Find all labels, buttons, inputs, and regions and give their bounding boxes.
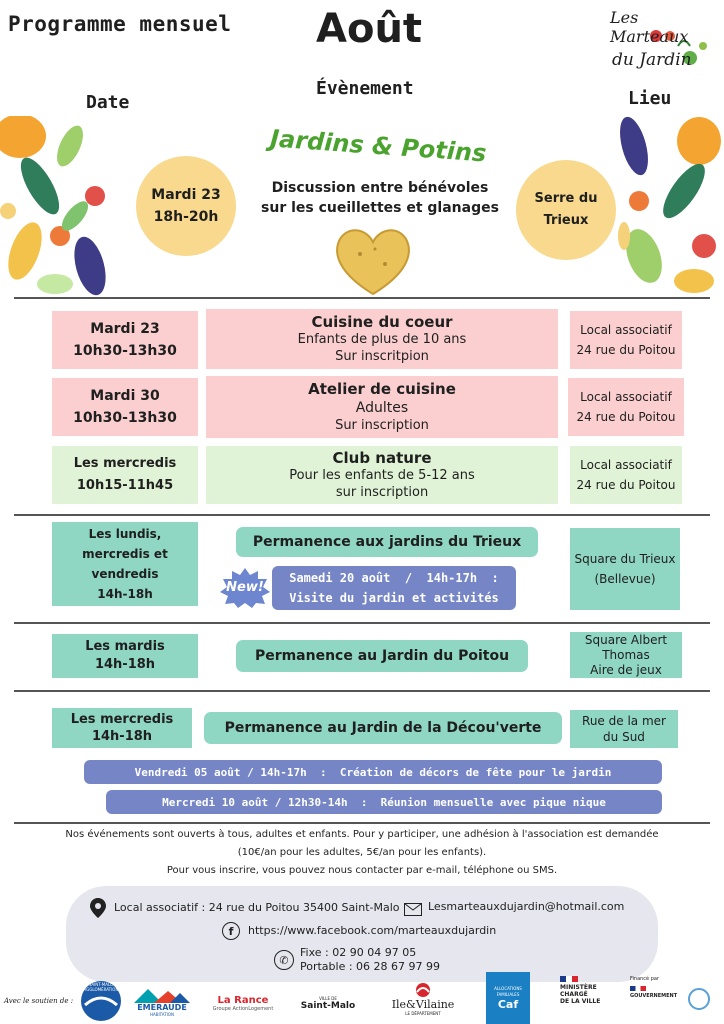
contact-email[interactable]: Lesmarteauxdujardin@hotmail.com	[428, 900, 625, 913]
sponsor-caf	[486, 972, 530, 1024]
sponsor-emeraude	[132, 986, 192, 1020]
sponsor-ville-saint-malo	[296, 988, 360, 1018]
poitou-place-1: Square Albert	[584, 632, 668, 647]
row2-event	[206, 376, 558, 438]
row1-place	[570, 311, 682, 369]
row3-date	[52, 446, 198, 504]
row3-event-title: Club nature	[332, 449, 432, 467]
logo-text-top: Les Marteaux	[610, 8, 689, 46]
row1-date	[52, 311, 198, 369]
row1-place-2: 24 rue du Poitou	[576, 343, 676, 357]
sponsor-emeraude-sub: HABITATION	[150, 1012, 174, 1017]
row1-event-sub1: Enfants de plus de 10 ans	[297, 332, 467, 347]
trieux-extra-1: Samedi 20 août / 14h-17h :	[289, 571, 499, 585]
row3-place-1: Local associatif	[580, 458, 672, 472]
sponsor-saint-malo-agglo-text: SAINT-MALO AGGLOMÉRATION	[83, 982, 119, 992]
row3-event	[206, 446, 558, 504]
decouverte-date-2: 14h-18h	[91, 729, 153, 744]
decouverte-title-text: Permanence au Jardin de la Décou'verte	[224, 720, 542, 736]
featured-title: Jardins & Potins	[269, 124, 488, 168]
sponsor-ille-vilaine-text: Ile&Vilaine	[391, 998, 455, 1011]
sponsor-saint-malo-agglo	[76, 978, 126, 1024]
trieux-extra-2: Visite du jardin et activités	[289, 591, 499, 605]
sponsor-france-relance-badge	[688, 988, 710, 1010]
divider	[14, 622, 710, 624]
trieux-title	[236, 527, 538, 557]
featured-description	[248, 178, 512, 218]
row2-date	[52, 378, 198, 436]
divider	[14, 514, 710, 516]
poitou-title-text: Permanence au Jardin du Poitou	[254, 648, 510, 664]
trieux-place-2: (Bellevue)	[594, 572, 656, 586]
column-header-date: Date	[86, 92, 130, 113]
featured-date-circle	[136, 156, 236, 256]
decouverte-title	[204, 712, 562, 744]
sponsor-ille-vilaine-sub: LE DÉPARTEMENT	[405, 1011, 441, 1016]
sponsor-caf-text: Caf	[497, 997, 519, 1011]
trieux-extra-event	[272, 566, 516, 610]
sponsor-caf-sub: ALLOCATIONS FAMILIALES	[494, 985, 522, 997]
poitou-place-3: Aire de jeux	[590, 662, 662, 677]
row3-place-2: 24 rue du Poitou	[576, 478, 676, 492]
trieux-date	[52, 522, 198, 606]
sponsor-la-rance	[210, 988, 276, 1018]
sponsor-la-rance-sub: Groupe ActionLogement	[212, 1005, 274, 1012]
sponsor-ministere-2: CHARGÉ	[560, 991, 588, 998]
sponsors-label: Avec le soutien de :	[4, 997, 74, 1005]
phone-fixe: Fixe : 02 90 04 97 05	[300, 946, 417, 959]
row2-date-time: 10h30-13h30	[73, 410, 177, 426]
featured-place-circle	[516, 160, 616, 260]
sponsor-gouv-label: Financé par	[630, 976, 660, 982]
row2-date-day: Mardi 30	[90, 388, 160, 404]
poitou-date-1: Les mardis	[85, 639, 165, 654]
sponsor-emeraude-text: EMERAUDE	[137, 1003, 187, 1012]
french-flag-icon	[560, 976, 578, 982]
sponsor-ministere-1: MINISTÈRE	[560, 984, 597, 991]
contact-address: Local associatif : 24 rue du Poitou 35400 Saint-Malo	[114, 901, 400, 914]
membership-notice	[10, 826, 714, 880]
row1-date-time: 10h30-13h30	[73, 343, 177, 359]
row3-date-day: Les mercredis	[73, 456, 177, 471]
sponsor-gouv-text: GOUVERNEMENT	[630, 993, 678, 999]
divider	[14, 297, 710, 299]
heart-potato-image	[330, 224, 416, 296]
row2-event-title: Atelier de cuisine	[308, 380, 456, 398]
facebook-icon: f	[222, 922, 240, 940]
column-header-event: Évènement	[316, 78, 414, 99]
featured-place-1: Serre du	[534, 191, 598, 206]
divider	[14, 822, 710, 824]
contact-facebook[interactable]: https://www.facebook.com/marteauxdujardin	[248, 924, 497, 937]
decouverte-place	[570, 710, 678, 748]
logo	[608, 6, 718, 76]
poitou-place	[570, 632, 682, 678]
decouverte-date-1: Les mercredis	[70, 712, 174, 727]
trieux-date-3: vendredis	[91, 567, 159, 581]
decouverte-place-1: Rue de la mer	[582, 714, 666, 728]
row1-place-1: Local associatif	[580, 323, 672, 337]
sponsor-la-rance-text: La Rance	[217, 994, 269, 1006]
event-reunion-text: Mercredi 10 août / 12h30-14h : Réunion mensuelle avec pique nique	[162, 795, 606, 809]
decouverte-place-2: du Sud	[603, 730, 645, 744]
row2-place-1: Local associatif	[580, 390, 672, 404]
row2-event-sub1: Adultes	[355, 400, 409, 416]
featured-time: 18h-20h	[153, 209, 219, 225]
sponsor-ministere-3: DE LA VILLE	[560, 998, 601, 1005]
trieux-date-4: 14h-18h	[97, 587, 153, 601]
row1-event-sub2: Sur inscritpion	[335, 349, 429, 364]
vegetable-illustration-right	[614, 116, 724, 296]
row3-date-time: 10h15-11h45	[76, 478, 174, 493]
row2-event-sub2: Sur inscription	[335, 418, 429, 433]
featured-place-2: Trieux	[543, 213, 589, 228]
notice-line1: Nos événements sont ouverts à tous, adultes et enfants. Pour y participer, une adhésion à l'association est demandée	[65, 829, 659, 840]
trieux-place-1: Square du Trieux	[574, 552, 676, 566]
poitou-place-2: Thomas	[602, 647, 650, 662]
row1-event	[206, 309, 558, 369]
vegetable-illustration-left	[0, 116, 110, 296]
month-title: Août	[316, 6, 423, 52]
featured-date: Mardi 23	[151, 187, 221, 203]
row3-event-sub1: Pour les enfants de 5-12 ans	[289, 468, 475, 483]
notice-line3: Pour vous inscrire, vous pouvez nous contacter par e-mail, téléphone ou SMS.	[166, 865, 558, 876]
trieux-title-text: Permanence aux jardins du Trieux	[252, 534, 522, 550]
french-flag-icon	[630, 986, 646, 991]
event-decors	[84, 760, 662, 784]
featured-desc-line2: sur les cueillettes et glanages	[261, 200, 499, 216]
sponsor-gouvernement	[630, 976, 686, 1022]
phone-portable: Portable : 06 28 67 97 99	[300, 960, 441, 973]
notice-line2: (10€/an pour les adultes, 5€/an pour les enfants).	[237, 847, 487, 858]
new-badge-text: New!	[226, 580, 264, 595]
sponsor-ille-vilaine	[386, 976, 460, 1022]
column-header-place: Lieu	[628, 88, 672, 109]
trieux-date-1: Les lundis,	[88, 527, 162, 541]
event-reunion	[106, 790, 662, 814]
row1-date-day: Mardi 23	[90, 321, 160, 337]
poitou-title	[236, 640, 528, 672]
sponsor-ville-text: Saint-Malo	[300, 1000, 356, 1011]
decouverte-date	[52, 708, 192, 748]
row2-place	[568, 378, 684, 436]
row3-place	[570, 446, 682, 504]
new-badge	[220, 568, 270, 608]
divider	[14, 690, 710, 692]
sponsor-ministere	[560, 976, 620, 1022]
phone-icon: ✆	[274, 950, 294, 970]
logo-text-bottom: du Jardin	[612, 50, 692, 70]
trieux-date-2: mercredis et	[82, 547, 168, 561]
sponsor-ville-label: VILLE DE	[319, 995, 337, 1001]
featured-desc-line1: Discussion entre bénévoles	[271, 180, 489, 196]
poitou-date-2: 14h-18h	[94, 657, 156, 672]
poitou-date	[52, 634, 198, 678]
contact-phone	[300, 946, 440, 974]
email-icon	[404, 901, 422, 920]
row2-place-2: 24 rue du Poitou	[576, 410, 676, 424]
event-decors-text: Vendredi 05 août / 14h-17h : Création de décors de fête pour le jardin	[134, 765, 612, 779]
location-pin-icon	[90, 898, 106, 922]
programme-label: Programme mensuel	[8, 12, 232, 36]
trieux-place	[570, 528, 680, 610]
row3-event-sub2: sur inscription	[335, 485, 429, 500]
row1-event-title: Cuisine du coeur	[311, 313, 453, 331]
